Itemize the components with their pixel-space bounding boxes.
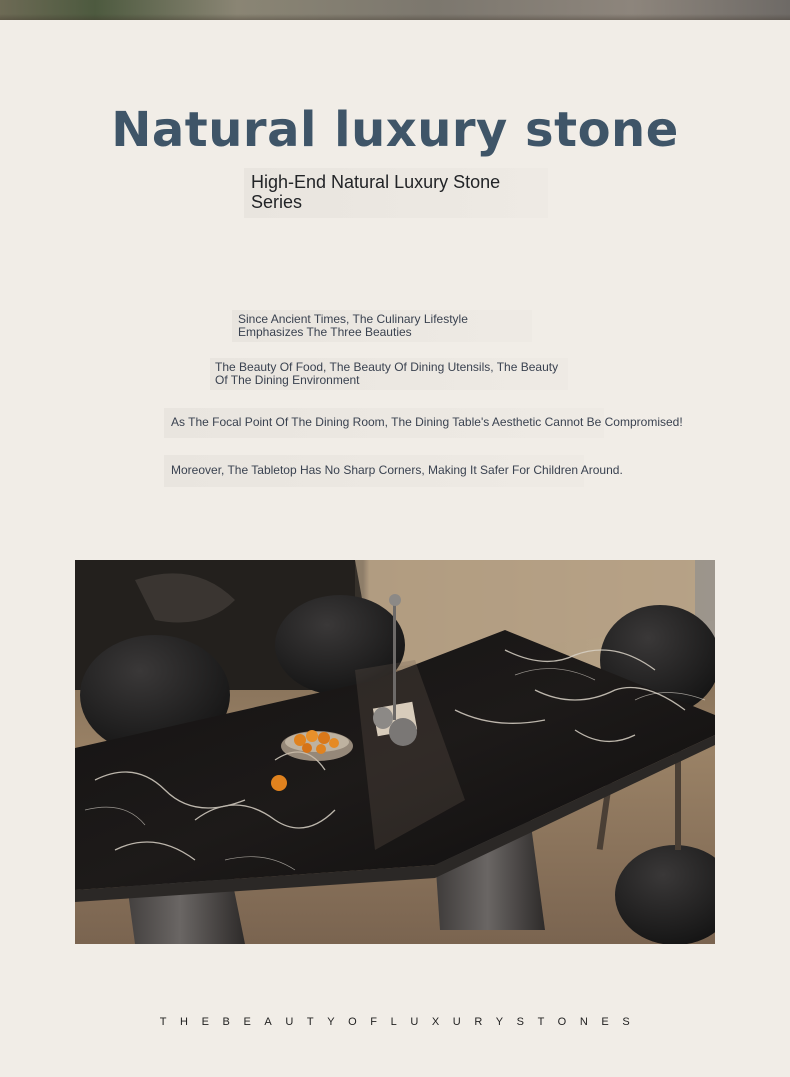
header-photo-strip xyxy=(0,0,790,20)
subtitle-panel xyxy=(244,168,548,218)
paragraph-3: As The Focal Point Of The Dining Room, The Dining Table's Aesthetic Cannot Be Compromised! xyxy=(171,415,683,429)
dining-table-photo xyxy=(75,560,715,944)
paragraph-1: Since Ancient Times, The Culinary Lifestyle Emphasizes The Three Beauties xyxy=(238,312,468,339)
page-title: Natural luxury stone xyxy=(111,102,679,158)
footer-tagline: THEBEAUTYOFLUXURYSTONES xyxy=(159,1016,644,1028)
paragraph-2: The Beauty Of Food, The Beauty Of Dining Utensils, The Beauty Of The Dining Environment xyxy=(215,360,559,387)
subtitle: High-End Natural Luxury Stone Series xyxy=(251,172,501,212)
paragraph-4: Moreover, The Tabletop Has No Sharp Corners, Making It Safer For Children Around. xyxy=(171,463,623,477)
